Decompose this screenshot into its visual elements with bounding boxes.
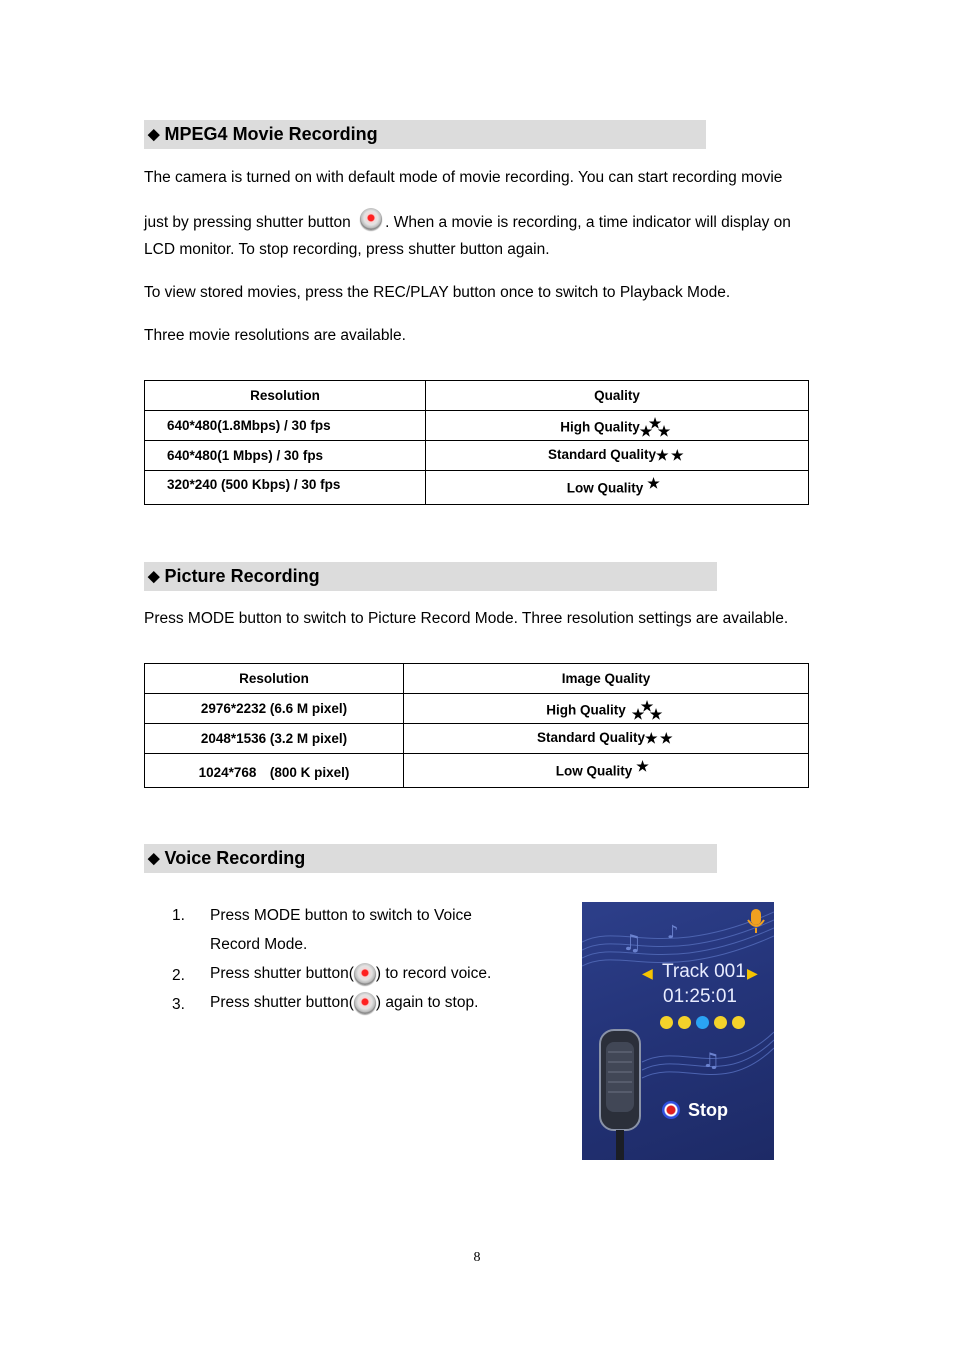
progress-dots (660, 1016, 745, 1029)
quality-cell: High Quality ★ ★ ★ (404, 694, 809, 724)
table-header-row (145, 664, 809, 694)
quality-cell: Standard Quality ★ ★ (426, 441, 809, 471)
diamond-bullet-icon: ◆ (148, 850, 160, 867)
one-star-icon: ★ (636, 757, 649, 774)
table-row (145, 441, 809, 471)
stop-label: Stop (688, 1100, 728, 1120)
table-row (145, 694, 809, 724)
resolution-cell: 2976*2232 (6.6 M pixel) (145, 694, 404, 724)
dot (660, 1016, 673, 1029)
voice-section-title: Voice Recording (164, 848, 306, 868)
table-row (145, 724, 809, 754)
shutter-button-icon (354, 992, 376, 1014)
svg-text:♪: ♪ (667, 922, 679, 943)
table-header-cell: Quality (426, 381, 809, 411)
dot (732, 1016, 745, 1029)
movie-resolution-table (144, 380, 809, 505)
quality-cell: Low Quality ★ (426, 471, 809, 505)
elapsed-time: 01:25:01 (663, 986, 737, 1007)
two-star-icon: ★ ★ (656, 446, 684, 463)
resolution-cell: 640*480(1 Mbps) / 30 fps (145, 441, 426, 471)
picture-paragraph-1: Press MODE button to switch to Picture Record Mode. Three resolution settings are available. (144, 610, 789, 627)
movie-section-title: MPEG4 Movie Recording (164, 124, 378, 144)
microphone-icon (746, 908, 766, 934)
table-row (145, 754, 809, 788)
next-track-arrow-icon: ▶ (747, 965, 758, 981)
movie-paragraph-1: The camera is turned on with default mode of movie recording. You can start recording movie (144, 169, 783, 186)
diamond-bullet-icon: ◆ (148, 126, 160, 143)
voice-record-screen-image (582, 902, 774, 1160)
picture-resolution-table (144, 663, 809, 788)
movie-paragraph-3: LCD monitor. To stop recording, press shutter button again. (144, 241, 550, 258)
prev-track-arrow-icon: ◀ (642, 965, 653, 981)
table-row (145, 471, 809, 505)
track-label: Track 001 (662, 961, 746, 982)
dot (714, 1016, 727, 1029)
quality-cell: Low Quality ★ (404, 754, 809, 788)
picture-section-heading (144, 562, 717, 591)
movie-section-heading (144, 120, 706, 149)
shutter-button-icon (360, 208, 382, 230)
svg-text:♫: ♫ (622, 931, 642, 956)
three-star-icon: ★ ★ ★ (639, 414, 671, 439)
dot (678, 1016, 691, 1029)
two-star-icon: ★ ★ (645, 729, 673, 746)
svg-text:♫: ♫ (702, 1048, 720, 1072)
resolution-cell: 2048*1536 (3.2 M pixel) (145, 724, 404, 754)
dot (696, 1016, 709, 1029)
voice-section-heading (144, 844, 717, 873)
page-number: 8 (473, 1250, 481, 1265)
resolution-cell: 1024*768 (800 K pixel) (145, 754, 404, 788)
table-header-row (145, 381, 809, 411)
one-star-icon: ★ (647, 474, 660, 491)
record-stop-icon (662, 1101, 680, 1119)
diamond-bullet-icon: ◆ (148, 568, 160, 585)
picture-section-title: Picture Recording (164, 566, 320, 586)
shutter-button-icon (354, 963, 376, 985)
table-header-cell: Image Quality (404, 664, 809, 694)
quality-cell: Standard Quality ★ ★ (404, 724, 809, 754)
music-notes-background (582, 902, 774, 1160)
table-row (145, 411, 809, 441)
movie-paragraph-2: just by pressing shutter button . When a movie is recording, a time indicator will display on (144, 212, 791, 234)
movie-paragraph-4: To view stored movies, press the REC/PLAY button once to switch to Playback Mode. (144, 284, 731, 301)
three-star-icon: ★ ★ ★ (631, 697, 663, 722)
movie-paragraph-5: Three movie resolutions are available. (144, 327, 406, 344)
quality-cell: High Quality ★ ★ ★ (426, 411, 809, 441)
resolution-cell: 320*240 (500 Kbps) / 30 fps (145, 471, 426, 505)
table-header-cell: Resolution (145, 664, 404, 694)
resolution-cell: 640*480(1.8Mbps) / 30 fps (145, 411, 426, 441)
table-header-cell: Resolution (145, 381, 426, 411)
